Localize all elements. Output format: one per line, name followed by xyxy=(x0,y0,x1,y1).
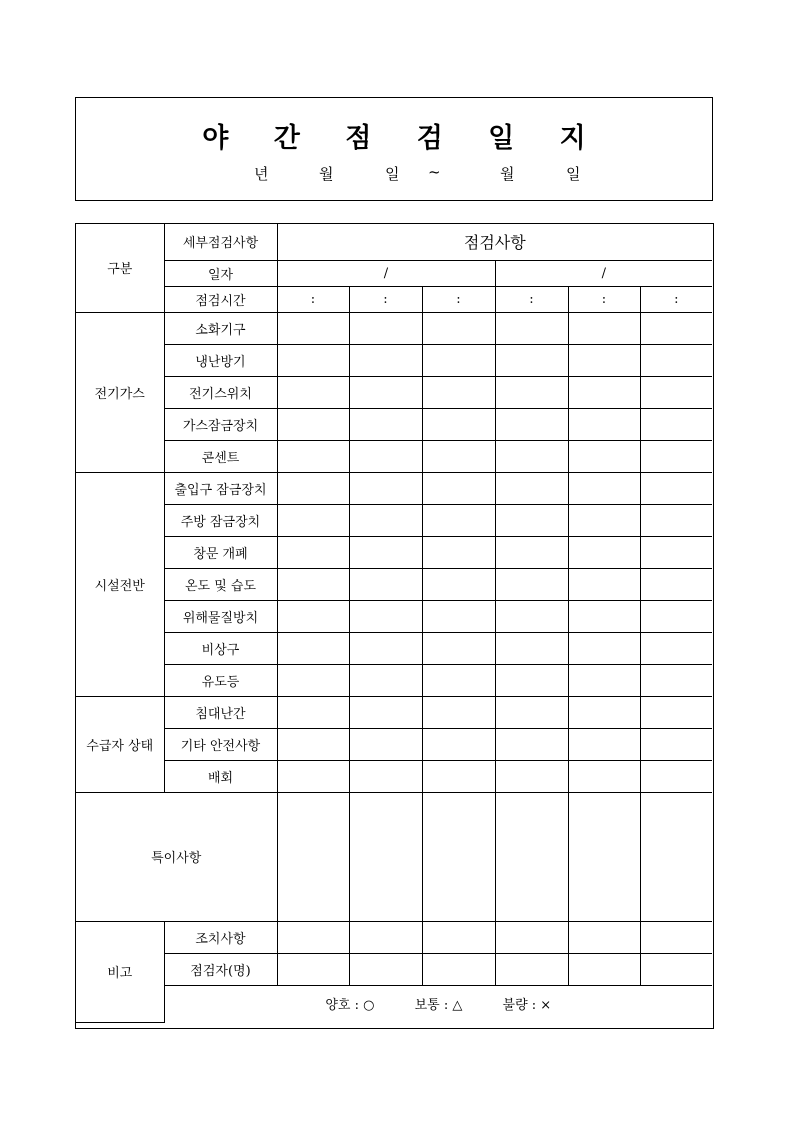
check-cell[interactable] xyxy=(422,600,495,632)
item-label: 유도등 xyxy=(164,664,277,696)
check-cell[interactable] xyxy=(640,440,712,472)
check-cell[interactable] xyxy=(640,664,712,696)
inspector-cell[interactable] xyxy=(568,953,640,985)
check-cell[interactable] xyxy=(640,632,712,664)
check-cell[interactable] xyxy=(349,312,422,344)
item-label: 위해물질방치 xyxy=(164,600,277,632)
check-cell[interactable] xyxy=(349,696,422,728)
check-cell[interactable] xyxy=(568,504,640,536)
item-label: 주방 잠금장치 xyxy=(164,504,277,536)
check-cell[interactable] xyxy=(349,728,422,760)
section-recipient: 수급자 상태 xyxy=(76,696,164,792)
check-cell[interactable] xyxy=(640,408,712,440)
legend xyxy=(164,985,712,1022)
time-cell[interactable]: : xyxy=(277,286,349,312)
check-cell[interactable] xyxy=(568,440,640,472)
note-cell[interactable] xyxy=(568,792,640,921)
check-cell[interactable] xyxy=(495,408,568,440)
check-cell[interactable] xyxy=(568,312,640,344)
check-cell[interactable] xyxy=(349,408,422,440)
check-cell[interactable] xyxy=(349,760,422,792)
legend-good: 양호 : ○ xyxy=(325,998,375,1014)
item-label: 가스잠금장치 xyxy=(164,408,277,440)
inspector-cell[interactable] xyxy=(422,953,495,985)
remark-cell[interactable] xyxy=(349,921,422,953)
check-cell[interactable] xyxy=(640,376,712,408)
check-cell[interactable] xyxy=(640,728,712,760)
legend-normal: 보통 : △ xyxy=(414,998,463,1014)
check-cell[interactable] xyxy=(568,760,640,792)
period-month-start: 월 xyxy=(319,165,334,183)
period-tilde: ~ xyxy=(428,163,441,181)
section-facilities: 시설전반 xyxy=(76,472,164,696)
check-cell[interactable] xyxy=(640,760,712,792)
inspector-cell[interactable] xyxy=(640,953,712,985)
check-cell[interactable] xyxy=(422,664,495,696)
time-cell[interactable]: : xyxy=(495,286,568,312)
note-cell[interactable] xyxy=(495,792,568,921)
check-cell[interactable] xyxy=(422,728,495,760)
period-month-end: 월 xyxy=(500,165,515,183)
item-label: 출입구 잠금장치 xyxy=(164,472,277,504)
header-box xyxy=(75,97,713,201)
item-label: 온도 및 습도 xyxy=(164,568,277,600)
check-cell[interactable] xyxy=(568,472,640,504)
section-remarks: 비고 xyxy=(76,921,164,1022)
check-cell[interactable] xyxy=(568,728,640,760)
check-cell[interactable] xyxy=(349,600,422,632)
check-cell[interactable] xyxy=(349,568,422,600)
remark-cell[interactable] xyxy=(277,921,349,953)
check-cell[interactable] xyxy=(277,408,349,440)
check-cell[interactable] xyxy=(640,472,712,504)
check-cell[interactable] xyxy=(640,696,712,728)
time-cell[interactable]: : xyxy=(349,286,422,312)
check-cell[interactable] xyxy=(495,472,568,504)
inspection-table xyxy=(76,224,712,1023)
note-cell[interactable] xyxy=(640,792,712,921)
date-label: 일자 xyxy=(164,260,277,286)
check-cell[interactable] xyxy=(349,664,422,696)
check-cell[interactable] xyxy=(422,408,495,440)
check-cell[interactable] xyxy=(277,568,349,600)
check-cell[interactable] xyxy=(640,504,712,536)
check-cell[interactable] xyxy=(422,344,495,376)
check-cell[interactable] xyxy=(277,472,349,504)
check-cell[interactable] xyxy=(640,312,712,344)
inspector-cell[interactable] xyxy=(495,953,568,985)
item-label: 전기스위치 xyxy=(164,376,277,408)
remark-cell[interactable] xyxy=(422,921,495,953)
check-cell[interactable] xyxy=(349,504,422,536)
remark-cell[interactable] xyxy=(495,921,568,953)
time-label: 점검시간 xyxy=(164,286,277,312)
check-cell[interactable] xyxy=(568,536,640,568)
check-cell[interactable] xyxy=(640,344,712,376)
item-label: 냉난방기 xyxy=(164,344,277,376)
check-cell[interactable] xyxy=(640,600,712,632)
check-cell[interactable] xyxy=(277,600,349,632)
item-label: 침대난간 xyxy=(164,696,277,728)
item-label: 조치사항 xyxy=(164,921,277,953)
check-cell[interactable] xyxy=(422,440,495,472)
check-cell[interactable] xyxy=(349,440,422,472)
check-cell[interactable] xyxy=(495,504,568,536)
check-cell[interactable] xyxy=(349,472,422,504)
category-header: 구분 xyxy=(76,224,164,312)
check-cell[interactable] xyxy=(277,728,349,760)
section-special-notes: 특이사항 xyxy=(76,792,277,921)
check-cell[interactable] xyxy=(568,376,640,408)
note-cell[interactable] xyxy=(277,792,349,921)
check-cell[interactable] xyxy=(640,568,712,600)
check-cell[interactable] xyxy=(495,600,568,632)
check-cell[interactable] xyxy=(349,536,422,568)
period-day-start: 일 xyxy=(385,165,400,183)
check-cell[interactable] xyxy=(277,344,349,376)
item-label: 비상구 xyxy=(164,632,277,664)
date-cell-2[interactable]: / xyxy=(495,260,712,286)
check-cell[interactable] xyxy=(277,696,349,728)
check-cell[interactable] xyxy=(495,696,568,728)
check-cell[interactable] xyxy=(495,536,568,568)
check-cell[interactable] xyxy=(277,536,349,568)
check-cell[interactable] xyxy=(495,728,568,760)
check-cell[interactable] xyxy=(422,376,495,408)
remark-cell[interactable] xyxy=(568,921,640,953)
check-cell[interactable] xyxy=(422,312,495,344)
check-cell[interactable] xyxy=(277,632,349,664)
inspection-items-header: 점검사항 xyxy=(277,224,712,260)
check-cell[interactable] xyxy=(422,504,495,536)
check-cell[interactable] xyxy=(495,568,568,600)
section-electric-gas: 전기가스 xyxy=(76,312,164,472)
check-cell[interactable] xyxy=(277,440,349,472)
check-cell[interactable] xyxy=(349,344,422,376)
check-cell[interactable] xyxy=(640,536,712,568)
inspector-cell[interactable] xyxy=(277,953,349,985)
check-cell[interactable] xyxy=(422,536,495,568)
inspector-cell[interactable] xyxy=(349,953,422,985)
item-label: 창문 개폐 xyxy=(164,536,277,568)
check-cell[interactable] xyxy=(568,664,640,696)
check-cell[interactable] xyxy=(495,312,568,344)
check-cell[interactable] xyxy=(568,696,640,728)
legend-bad: 불량 : × xyxy=(502,998,552,1014)
item-label: 배회 xyxy=(164,760,277,792)
check-cell[interactable] xyxy=(422,632,495,664)
inspection-table-frame xyxy=(75,223,714,1029)
item-label: 콘센트 xyxy=(164,440,277,472)
detail-item-header: 세부점검사항 xyxy=(164,224,277,260)
period-year: 년 xyxy=(254,165,269,183)
check-cell[interactable] xyxy=(568,344,640,376)
check-cell[interactable] xyxy=(495,440,568,472)
time-cell[interactable]: : xyxy=(568,286,640,312)
check-cell[interactable] xyxy=(495,344,568,376)
check-cell[interactable] xyxy=(422,760,495,792)
check-cell[interactable] xyxy=(277,504,349,536)
period-day-end: 일 xyxy=(566,165,581,183)
check-cell[interactable] xyxy=(568,600,640,632)
check-cell[interactable] xyxy=(277,312,349,344)
check-cell[interactable] xyxy=(495,632,568,664)
item-label: 점검자(명) xyxy=(164,953,277,985)
check-cell[interactable] xyxy=(495,664,568,696)
item-label: 소화기구 xyxy=(164,312,277,344)
check-cell[interactable] xyxy=(495,376,568,408)
item-label: 기타 안전사항 xyxy=(164,728,277,760)
time-cell[interactable]: : xyxy=(422,286,495,312)
date-cell-1[interactable]: / xyxy=(277,260,495,286)
check-cell[interactable] xyxy=(349,632,422,664)
check-cell[interactable] xyxy=(422,568,495,600)
note-cell[interactable] xyxy=(422,792,495,921)
check-cell[interactable] xyxy=(349,376,422,408)
check-cell[interactable] xyxy=(495,760,568,792)
page-title: 야 간 점 검 일 지 xyxy=(202,123,604,154)
check-cell[interactable] xyxy=(422,696,495,728)
time-cell[interactable]: : xyxy=(640,286,712,312)
check-cell[interactable] xyxy=(568,568,640,600)
check-cell[interactable] xyxy=(277,664,349,696)
check-cell[interactable] xyxy=(422,472,495,504)
remark-cell[interactable] xyxy=(640,921,712,953)
check-cell[interactable] xyxy=(277,760,349,792)
note-cell[interactable] xyxy=(349,792,422,921)
check-cell[interactable] xyxy=(568,632,640,664)
check-cell[interactable] xyxy=(568,408,640,440)
check-cell[interactable] xyxy=(277,376,349,408)
